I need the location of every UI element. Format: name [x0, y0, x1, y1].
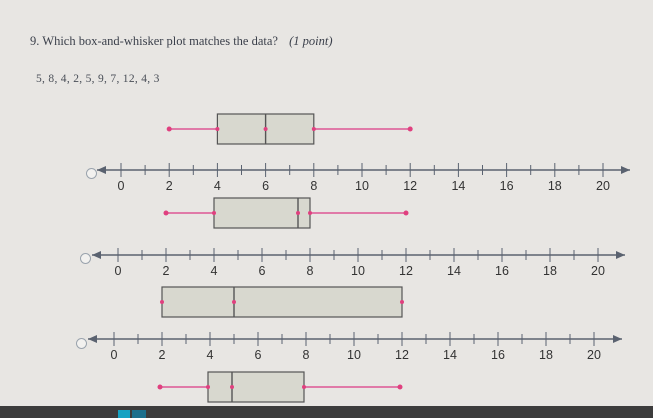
tick-label: 0: [117, 179, 125, 193]
arrow-left-icon: [88, 335, 97, 343]
tick-label: 12: [403, 179, 418, 193]
max-point: [404, 211, 409, 216]
min-point: [158, 385, 163, 390]
min-point: [167, 127, 172, 132]
box-iqr: [214, 198, 310, 228]
tick-label: 0: [114, 264, 122, 278]
tick-label: 8: [302, 348, 310, 362]
taskbar-app-icon-2[interactable]: [132, 410, 146, 418]
data-set: 5, 8, 4, 2, 5, 9, 7, 12, 4, 3: [36, 73, 160, 85]
tick-label: 8: [310, 179, 318, 193]
tick-label: 4: [213, 179, 221, 193]
tick-label: 10: [351, 264, 365, 278]
tick-label: 10: [355, 179, 369, 193]
q1-point: [215, 127, 219, 131]
q3-point: [308, 211, 312, 215]
tick-label: 20: [591, 264, 605, 278]
q1-point: [206, 385, 210, 389]
tick-label: 16: [499, 179, 514, 193]
tick-label: 20: [596, 179, 610, 193]
tick-label: 6: [254, 348, 262, 362]
tick-label: 6: [258, 264, 266, 278]
tick-label: 10: [347, 348, 361, 362]
tick-label: 2: [165, 179, 173, 193]
taskbar-app-icon[interactable]: [118, 410, 130, 418]
median-point: [296, 211, 300, 215]
tick-label: 12: [395, 348, 409, 362]
tick-label: 2: [162, 264, 170, 278]
median-point: [230, 385, 234, 389]
tick-label: 18: [547, 179, 562, 193]
arrow-right-icon: [616, 251, 625, 259]
taskbar: [0, 406, 653, 418]
answer-radio-c[interactable]: [76, 338, 87, 349]
q3-point: [302, 385, 306, 389]
tick-label: 14: [451, 179, 466, 193]
question-points: (1 point): [289, 34, 333, 48]
q1-point: [160, 300, 164, 304]
arrow-right-icon: [613, 335, 622, 343]
median-point: [264, 127, 268, 131]
tick-label: 18: [543, 264, 557, 278]
max-point: [408, 127, 413, 132]
arrow-right-icon: [621, 166, 630, 174]
answer-radio-b[interactable]: [80, 253, 91, 264]
box-iqr: [208, 372, 304, 402]
tick-label: 16: [491, 348, 505, 362]
tick-label: 14: [443, 348, 457, 362]
max-point: [398, 385, 403, 390]
tick-label: 18: [539, 348, 553, 362]
min-point: [164, 211, 169, 216]
question-text: 9. Which box-and-whisker plot matches the data?: [30, 34, 278, 48]
arrow-left-icon: [97, 166, 106, 174]
q3-point: [400, 300, 404, 304]
tick-label: 20: [587, 348, 601, 362]
median-point: [232, 300, 236, 304]
tick-label: 2: [158, 348, 166, 362]
tick-label: 6: [262, 179, 270, 193]
arrow-left-icon: [92, 251, 101, 259]
tick-label: 0: [110, 348, 118, 362]
q3-point: [312, 127, 316, 131]
answer-radio-a[interactable]: [86, 168, 97, 179]
tick-label: 12: [399, 264, 413, 278]
tick-label: 14: [447, 264, 461, 278]
tick-label: 8: [306, 264, 314, 278]
tick-label: 4: [206, 348, 214, 362]
tick-label: 4: [210, 264, 218, 278]
tick-label: 16: [495, 264, 509, 278]
q1-point: [212, 211, 216, 215]
box-iqr: [162, 287, 402, 317]
